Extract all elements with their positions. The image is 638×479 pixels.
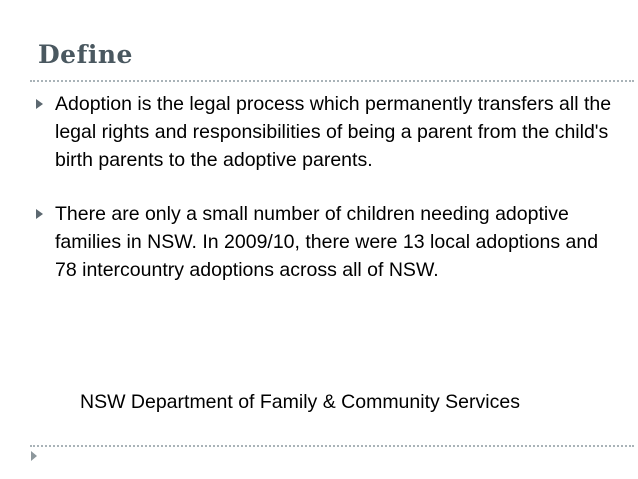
slide-title: Define [38, 40, 133, 69]
bullet-text: There are only a small number of children needing adoptive families in NSW. In 2009/10, there were 13 local adoptions and 78 intercountry adoptions across all of NSW. [55, 203, 599, 281]
bullet-item [36, 90, 621, 174]
bullet-item [36, 200, 621, 284]
triangle-arrow-icon [31, 451, 37, 461]
triangle-bullet-icon [36, 209, 43, 219]
source-citation: NSW Department of Family & Community Services [80, 391, 520, 413]
triangle-bullet-icon [36, 99, 43, 109]
title-divider [30, 80, 634, 82]
footer-divider [30, 445, 634, 447]
bullet-text: Adoption is the legal process which permanently transfers all the legal rights and responsibilities of being a parent from the child's birth parents to the adoptive parents. [55, 93, 612, 171]
bullet-list [36, 90, 621, 284]
